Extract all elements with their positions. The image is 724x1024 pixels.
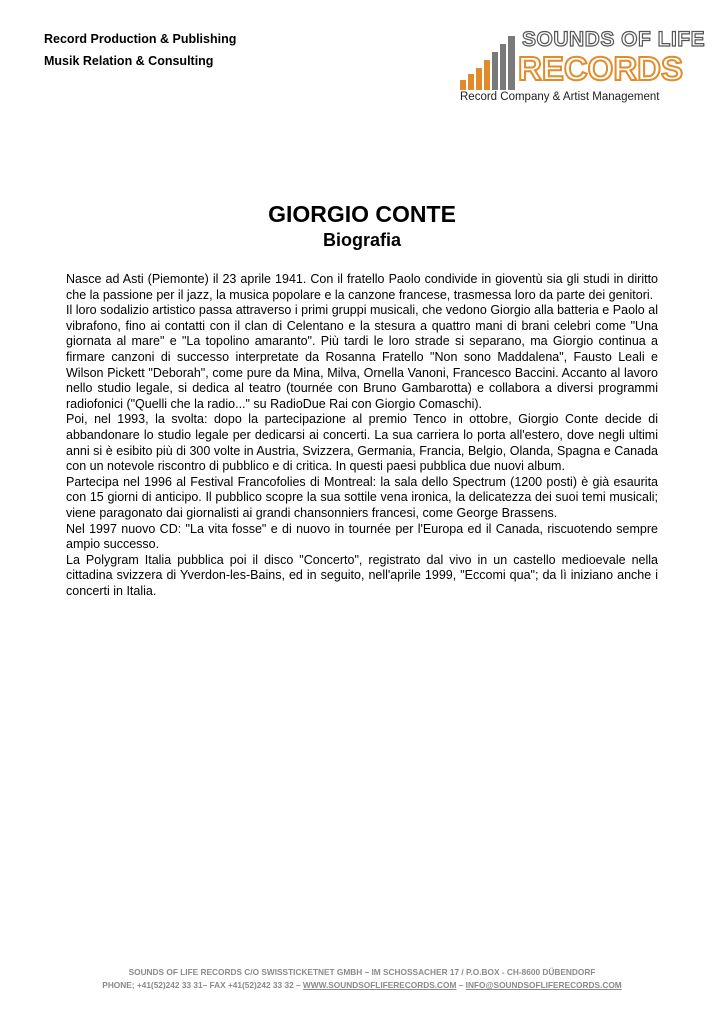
- logo-tagline: Record Company & Artist Management: [460, 91, 660, 103]
- services-line-1: Record Production & Publishing: [44, 32, 237, 46]
- page-subtitle: Biografia: [322, 230, 401, 250]
- biography-text: [66, 272, 658, 599]
- page-title: GIORGIO CONTE: [268, 201, 456, 227]
- paragraph: Nel 1997 nuovo CD: "La vita fosse" e di nuovo in tournée per l'Europa ed il Canada, riscuotendo sempre ampio successo.: [66, 521, 658, 552]
- sounds-of-life-logo: [458, 26, 706, 110]
- paragraph: Poi, nel 1993, la svolta: dopo la partecipazione al premio Tenco in ottobre, Giorgio Conte decide di abbandonare lo studio legale per dedicarsi ai concerti. La sua carriera lo porta all'estero, dove negli ultimi anni si è esibito più di 300 volte in Austria, Svizzera, Germania, Francia, Belgio, Olanda, Spagna e Canada con un notevole riscontro di pubblico e di critica. In questi paesi pubblica due nuovi album.: [66, 412, 658, 474]
- paragraph: La Polygram Italia pubblica poi il disco "Concerto", registrato dal vivo in un castello medioevale nella cittadina svizzera di Yverdon-les-Bains, ed in seguito, nell'aprile 1999, "Eccomi qua"; da lì iniziano anche i concerti in Italia.: [66, 552, 658, 598]
- document-heading: [0, 200, 724, 252]
- services-line-2: Musik Relation & Consulting: [44, 54, 214, 68]
- footer-separator: –: [456, 980, 466, 990]
- footer-contact: [0, 979, 724, 992]
- paragraph: Nasce ad Asti (Piemonte) il 23 aprile 1941. Con il fratello Paolo condivide in gioventù sia gli studi in diritto che la passione per il jazz, la musica popolare e la canzone francese, trasmessa loro da parte dei genitori.: [66, 272, 658, 302]
- logo-records: RECORDS: [518, 50, 684, 87]
- page-footer: [0, 966, 724, 992]
- company-services: [44, 28, 236, 72]
- footer-address: SOUNDS OF LIFE RECORDS C/O SWISSTICKETNET GMBH – IM SCHOSSACHER 17 / P.O.BOX - CH-8600 DÜBENDORF: [128, 967, 596, 977]
- email-link[interactable]: INFO@SOUNDSOFLIFERECORDS.COM: [465, 980, 622, 990]
- website-link[interactable]: WWW.SOUNDSOFLIFERECORDS.COM: [302, 980, 457, 990]
- paragraph: Partecipa nel 1996 al Festival Francofolies di Montreal: la sala dello Spectrum (1200 posti) è già esaurita con 15 giorni di anticipo. Il pubblico scopre la sua sottile vena ironica, la delicatezza dei suoi temi musicali; viene paragonato dai giornalisti ai grandi chansonniers francesi, come George Brassens.: [66, 474, 658, 520]
- logo-title: SOUNDS OF LIFE: [522, 28, 706, 51]
- footer-phone-fax: PHONE; +41(52)242 33 31– FAX +41(52)242 33 32 –: [102, 980, 303, 990]
- equalizer-bars-icon: [460, 34, 520, 90]
- paragraph: Il loro sodalizio artistico passa attraverso i primi gruppi musicali, che vedono Giorgio alla batteria e Paolo al vibrafono, fino ai contatti con il clan di Celentano e la stesura a quattro mani di brani celebri come "Una giornata al mare" e "La topolino amaranto". Più tardi le loro strade si separano, ma Giorgio continua a firmare canzoni di successo interpretate da Rosanna Fratello "Non sono Maddalena", Fausto Leali e Wilson Pickett "Deborah", come pure da Mina, Milva, Ornella Vanoni, Francesco Baccini. Accanto al lavoro nello studio legale, si dedica al teatro (tournée con Bruno Gambarotta) e collabora a diversi programmi radiofonici ("Quelli che la radio..." su RadioDue Rai con Giorgio Comaschi).: [66, 303, 658, 411]
